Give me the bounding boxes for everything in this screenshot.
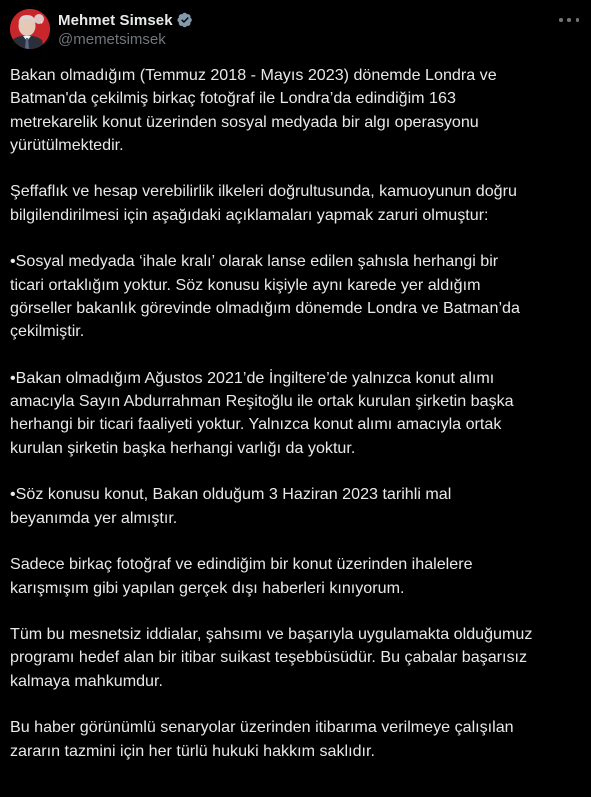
tweet-paragraph: •Bakan olmadığım Ağustos 2021’de İngiltere’de yalnızca konut alımı amacıyla Sayın Abdurrahman Reşitoğlu ile ortak kurulan şirketin başka herhangi bir ticari faaliyeti yoktur. Yalnızca konut alımı amacıyla ortak kurulan şirketin başka herhangi varlığı da yoktur. bbox=[10, 368, 514, 457]
author-name-row bbox=[58, 10, 193, 30]
tweet-paragraph: Bu haber görünümlü senaryolar üzerinden itibarıma verilmeye çalışılan zararın tazmini için her türlü hukuki hakkım saklıdır. bbox=[10, 718, 514, 760]
more-dot bbox=[567, 18, 571, 22]
tweet-paragraph: •Söz konusu konut, Bakan olduğum 3 Haziran 2023 tarihli mal beyanımda yer almıştır. bbox=[10, 485, 452, 527]
more-options-icon[interactable] bbox=[559, 13, 579, 27]
tweet-paragraph: Tüm bu mesnetsiz iddialar, şahsımı ve başarıyla uygulamakta olduğumuz programı hedef alan bir itibar suikast teşebbüsüdür. Bu çabalar başarısız kalmaya mahkumdur. bbox=[10, 625, 533, 690]
tweet-paragraph: Bakan olmadığım (Temmuz 2018 - Mayıs 2023) dönemde Londra ve Batman'da çekilmiş birkaç fotoğraf ile Londra’da edindiğim 163 metrekarelik konut üzerinden sosyal medyada bir algı operasyonu yürütülmektedir. bbox=[10, 66, 497, 154]
more-dot bbox=[559, 18, 563, 22]
author-avatar[interactable] bbox=[10, 9, 50, 49]
tweet-text bbox=[10, 64, 582, 763]
more-dot bbox=[576, 18, 580, 22]
tweet-header bbox=[10, 9, 581, 55]
tweet-paragraph: Sadece birkaç fotoğraf ve edindiğim bir konut üzerinden ihalelere karışmışım gibi yapılan gerçek dışı haberleri kınıyorum. bbox=[10, 555, 473, 597]
author-handle[interactable]: @memetsimsek bbox=[58, 31, 166, 48]
verified-badge-icon[interactable] bbox=[177, 12, 193, 28]
tweet-paragraph: Şeffaflık ve hesap verebilirlik ilkeleri doğrultusunda, kamuoyunun doğru bilgilendirilmesi için aşağıdaki açıklamaları yapmak zaruri olmuştur: bbox=[10, 182, 517, 224]
tweet-paragraph: •Sosyal medyada ‘ihale kralı’ olarak lanse edilen şahısla herhangi bir ticari ortaklığım yoktur. Söz konusu kişiyle aynı karede yer aldığım görseller bakanlık görevinde olmadığım dönemde Londra ve Batman’da çekilmiştir. bbox=[10, 252, 520, 341]
author-display-name[interactable]: Mehmet Simsek bbox=[58, 11, 173, 29]
